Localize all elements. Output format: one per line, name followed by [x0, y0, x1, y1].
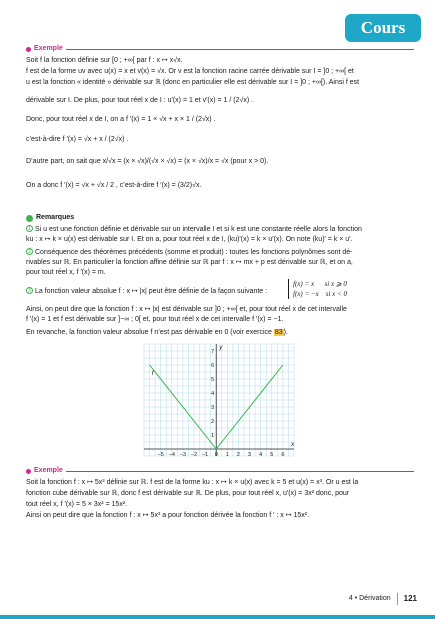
- x-tick-label: −3: [179, 452, 187, 458]
- exercise-ref[interactable]: 83: [274, 329, 283, 336]
- bottom-bar: [0, 615, 435, 619]
- y-axis-label: y: [219, 344, 223, 351]
- remark-icon: [26, 215, 33, 222]
- remark-text: [26, 328, 416, 338]
- chapter-label: 4 • Dérivation: [348, 594, 391, 602]
- bullet-icon: [26, 47, 31, 52]
- example-label: Exemple: [34, 45, 63, 52]
- remark-text: rivables sur ℝ. En particulier la fonction affine définie sur ℝ par f : x ↦ mx + p est dérivable sur ℝ, et on a,: [26, 259, 353, 266]
- page-number: 121: [397, 593, 417, 605]
- example2-line: fonction cube dérivable sur ℝ, donc f est dérivable sur ℝ. De plus, pour tout réel x, u′(x) = 3x² donc, pour: [26, 490, 350, 497]
- y-tick-label: 2: [211, 419, 215, 425]
- remark-text: ku : x ↦ k × u(x) est dérivable sur I. Et on a, pour tout réel x de I, (ku)′(x) = k × u′(x). On note (ku)′ = k × u′.: [26, 236, 353, 243]
- x-tick-label: 0: [214, 452, 218, 458]
- number-3-icon: 3: [26, 287, 33, 294]
- example-label: Exemple: [34, 467, 63, 474]
- example2-line: Ainsi on peut dire que la fonction f : x ↦ 5x³ a pour fonction dérivée la fonction f ′ : x ↦ 15x².: [26, 512, 310, 519]
- x-tick-label: 1: [225, 452, 229, 458]
- abs-value-chart: [136, 338, 296, 468]
- x-tick-label: 4: [259, 452, 263, 458]
- y-tick-label: 7: [211, 349, 215, 355]
- example1-line: dérivable sur I. De plus, pour tout réel x de I : u′(x) = 1 et v′(x) = 1 / (2√x) .: [26, 97, 254, 104]
- case-line: f(x) = x si x ⩾ 0: [293, 280, 347, 288]
- example-header: [26, 466, 414, 476]
- example1-line: f est de la forme uv avec u(x) = x et v(x) = √x. Or v est la fonction racine carrée dérivable sur I = ]0 ; +∞[ et: [26, 68, 354, 75]
- x-tick-label: −5: [157, 452, 164, 458]
- piecewise-definition: [288, 279, 347, 299]
- x-tick-label: 5: [270, 452, 274, 458]
- case-line: f(x) = −x si x < 0: [293, 290, 348, 299]
- x-axis-label: x: [291, 441, 295, 448]
- remark-text: Si u est une fonction définie et dérivable sur un intervalle I et si k est une constante réelle alors la fonction: [35, 226, 362, 233]
- example2-line: Soit la fonction f : x ↦ 5x³ définie sur ℝ. f est de la forme ku : x ↦ k × u(x) avec k = 5 et u(x) = x³. Or u est la: [26, 479, 359, 486]
- example-header: [26, 44, 414, 54]
- remark-text: pour tout réel x, f ′(x) = m.: [26, 269, 106, 276]
- remarks-header: [26, 213, 74, 223]
- y-tick-label: 4: [211, 391, 215, 397]
- remark-text-part: ).: [283, 329, 288, 336]
- number-1-icon: 1: [26, 225, 33, 232]
- example1-line: c’est-à-dire f ′(x) = √x + x / (2√x) .: [26, 136, 129, 143]
- page-footer: [349, 593, 417, 605]
- y-tick-label: 3: [211, 405, 215, 411]
- remark-text: Conséquence des théorèmes précédents (somme et produit) : toutes les fonctions polynômes sont dé-: [35, 249, 353, 256]
- example1-line: u est la fonction « identité » dérivable sur ℝ (donc en particulier elle est dérivable sur I = ]0 ; +∞[). Ainsi f est: [26, 79, 360, 86]
- example1-line: D’autre part, on sait que x/√x = (x × √x)/(√x × √x) = (x × √x)/x = √x (pour x > 0).: [26, 158, 269, 165]
- bullet-icon: [26, 469, 31, 474]
- example1-line: Donc, pour tout réel x de I, on a f ′(x) = 1 × √x + x × 1 / (2√x) .: [26, 116, 216, 123]
- x-tick-label: −1: [201, 452, 209, 458]
- remark-text: Ainsi, on peut dire que la fonction f : x ↦ |x| est dérivable sur ]0 ; +∞[ et, pour tout réel x de cet intervalle: [26, 306, 347, 313]
- x-tick-label: 3: [248, 452, 252, 458]
- x-tick-label: −2: [190, 452, 198, 458]
- example1-line: Soit f la fonction définie sur [0 ; +∞[ par f : x ↦ x√x.: [26, 57, 183, 64]
- remarks-title: Remarques: [36, 214, 75, 221]
- cours-tab: Cours: [345, 14, 421, 42]
- remark-text: f ′(x) = 1 et f est dérivable sur ]−∞ ; 0[ et, pour tout réel x de cet intervalle f ′(x) = −1.: [26, 316, 284, 323]
- example2-line: tout réel x, f ′(x) = 5 × 3x² = 15x².: [26, 501, 128, 508]
- divider: [66, 471, 414, 472]
- divider: [66, 49, 414, 50]
- y-tick-label: 5: [211, 377, 215, 383]
- x-tick-label: 6: [281, 452, 285, 458]
- x-tick-label: −4: [168, 452, 175, 458]
- series-label: f: [151, 369, 154, 377]
- remark-3: [26, 287, 291, 297]
- remark-1: [26, 225, 416, 235]
- x-tick-label: 2: [236, 452, 240, 458]
- number-2-icon: 2: [26, 248, 33, 255]
- example1-line: On a donc f ′(x) = √x + √x / 2 , c’est-à-dire f ′(x) = (3/2)√x.: [26, 182, 202, 189]
- y-tick-label: 6: [211, 363, 215, 369]
- remark-text-part: En revanche, la fonction valeur absolue f n’est pas dérivable en 0 (voir exercice: [26, 329, 272, 336]
- y-tick-label: 1: [211, 433, 215, 439]
- remark-text: La fonction valeur absolue f : x ↦ |x| peut être définie de la façon suivante :: [35, 288, 268, 295]
- remark-2: [26, 248, 416, 258]
